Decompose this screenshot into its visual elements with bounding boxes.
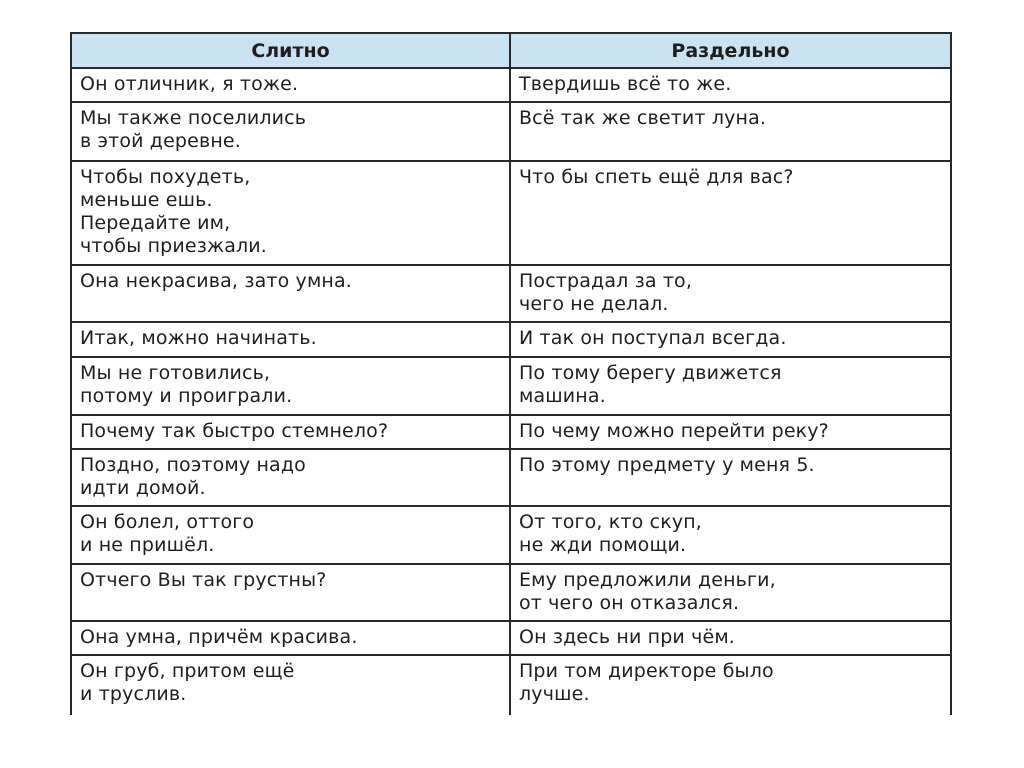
cell-separate: При том директоре было лучше.	[510, 655, 951, 715]
cell-joined: Она некрасива, зато умна.	[71, 265, 510, 322]
table-row	[71, 322, 951, 357]
table-header-row	[71, 33, 951, 68]
cell-separate: От того, кто скуп, не жди помощи.	[510, 506, 951, 564]
table-row	[71, 564, 951, 621]
cell-joined: Она умна, причём красива.	[71, 621, 510, 655]
cell-separate: Что бы спеть ещё для вас?	[510, 161, 951, 265]
table-row	[71, 161, 951, 265]
cell-joined: Мы также поселились в этой деревне.	[71, 102, 510, 161]
cell-joined: Чтобы похудеть, меньше ешь. Передайте им, чтобы приезжали.	[71, 161, 510, 265]
cell-separate: Всё так же светит луна.	[510, 102, 951, 161]
cell-joined: Отчего Вы так грустны?	[71, 564, 510, 621]
cell-separate: По чему можно перейти реку?	[510, 415, 951, 449]
table-row	[71, 68, 951, 102]
cell-joined: Он болел, оттого и не пришёл.	[71, 506, 510, 564]
spelling-table-container	[70, 32, 950, 715]
table-row	[71, 357, 951, 415]
table-row	[71, 102, 951, 161]
table-row	[71, 449, 951, 506]
cell-joined: Поздно, поэтому надо идти домой.	[71, 449, 510, 506]
table-row	[71, 655, 951, 715]
cell-joined: Мы не готовились, потому и проиграли.	[71, 357, 510, 415]
cell-joined: Он груб, притом ещё и труслив.	[71, 655, 510, 715]
table-row	[71, 415, 951, 449]
header-separate: Раздельно	[510, 33, 951, 68]
table-row	[71, 506, 951, 564]
cell-separate: Твердишь всё то же.	[510, 68, 951, 102]
cell-separate: Ему предложили деньги, от чего он отказался.	[510, 564, 951, 621]
cell-separate: По этому предмету у меня 5.	[510, 449, 951, 506]
spelling-table	[70, 32, 952, 715]
cell-joined: Почему так быстро стемнело?	[71, 415, 510, 449]
cell-separate: По тому берегу движется машина.	[510, 357, 951, 415]
table-row	[71, 621, 951, 655]
table-row	[71, 265, 951, 322]
cell-joined: Он отличник, я тоже.	[71, 68, 510, 102]
cell-separate: И так он поступал всегда.	[510, 322, 951, 357]
cell-separate: Он здесь ни при чём.	[510, 621, 951, 655]
cell-separate: Пострадал за то, чего не делал.	[510, 265, 951, 322]
cell-joined: Итак, можно начинать.	[71, 322, 510, 357]
header-joined: Слитно	[71, 33, 510, 68]
